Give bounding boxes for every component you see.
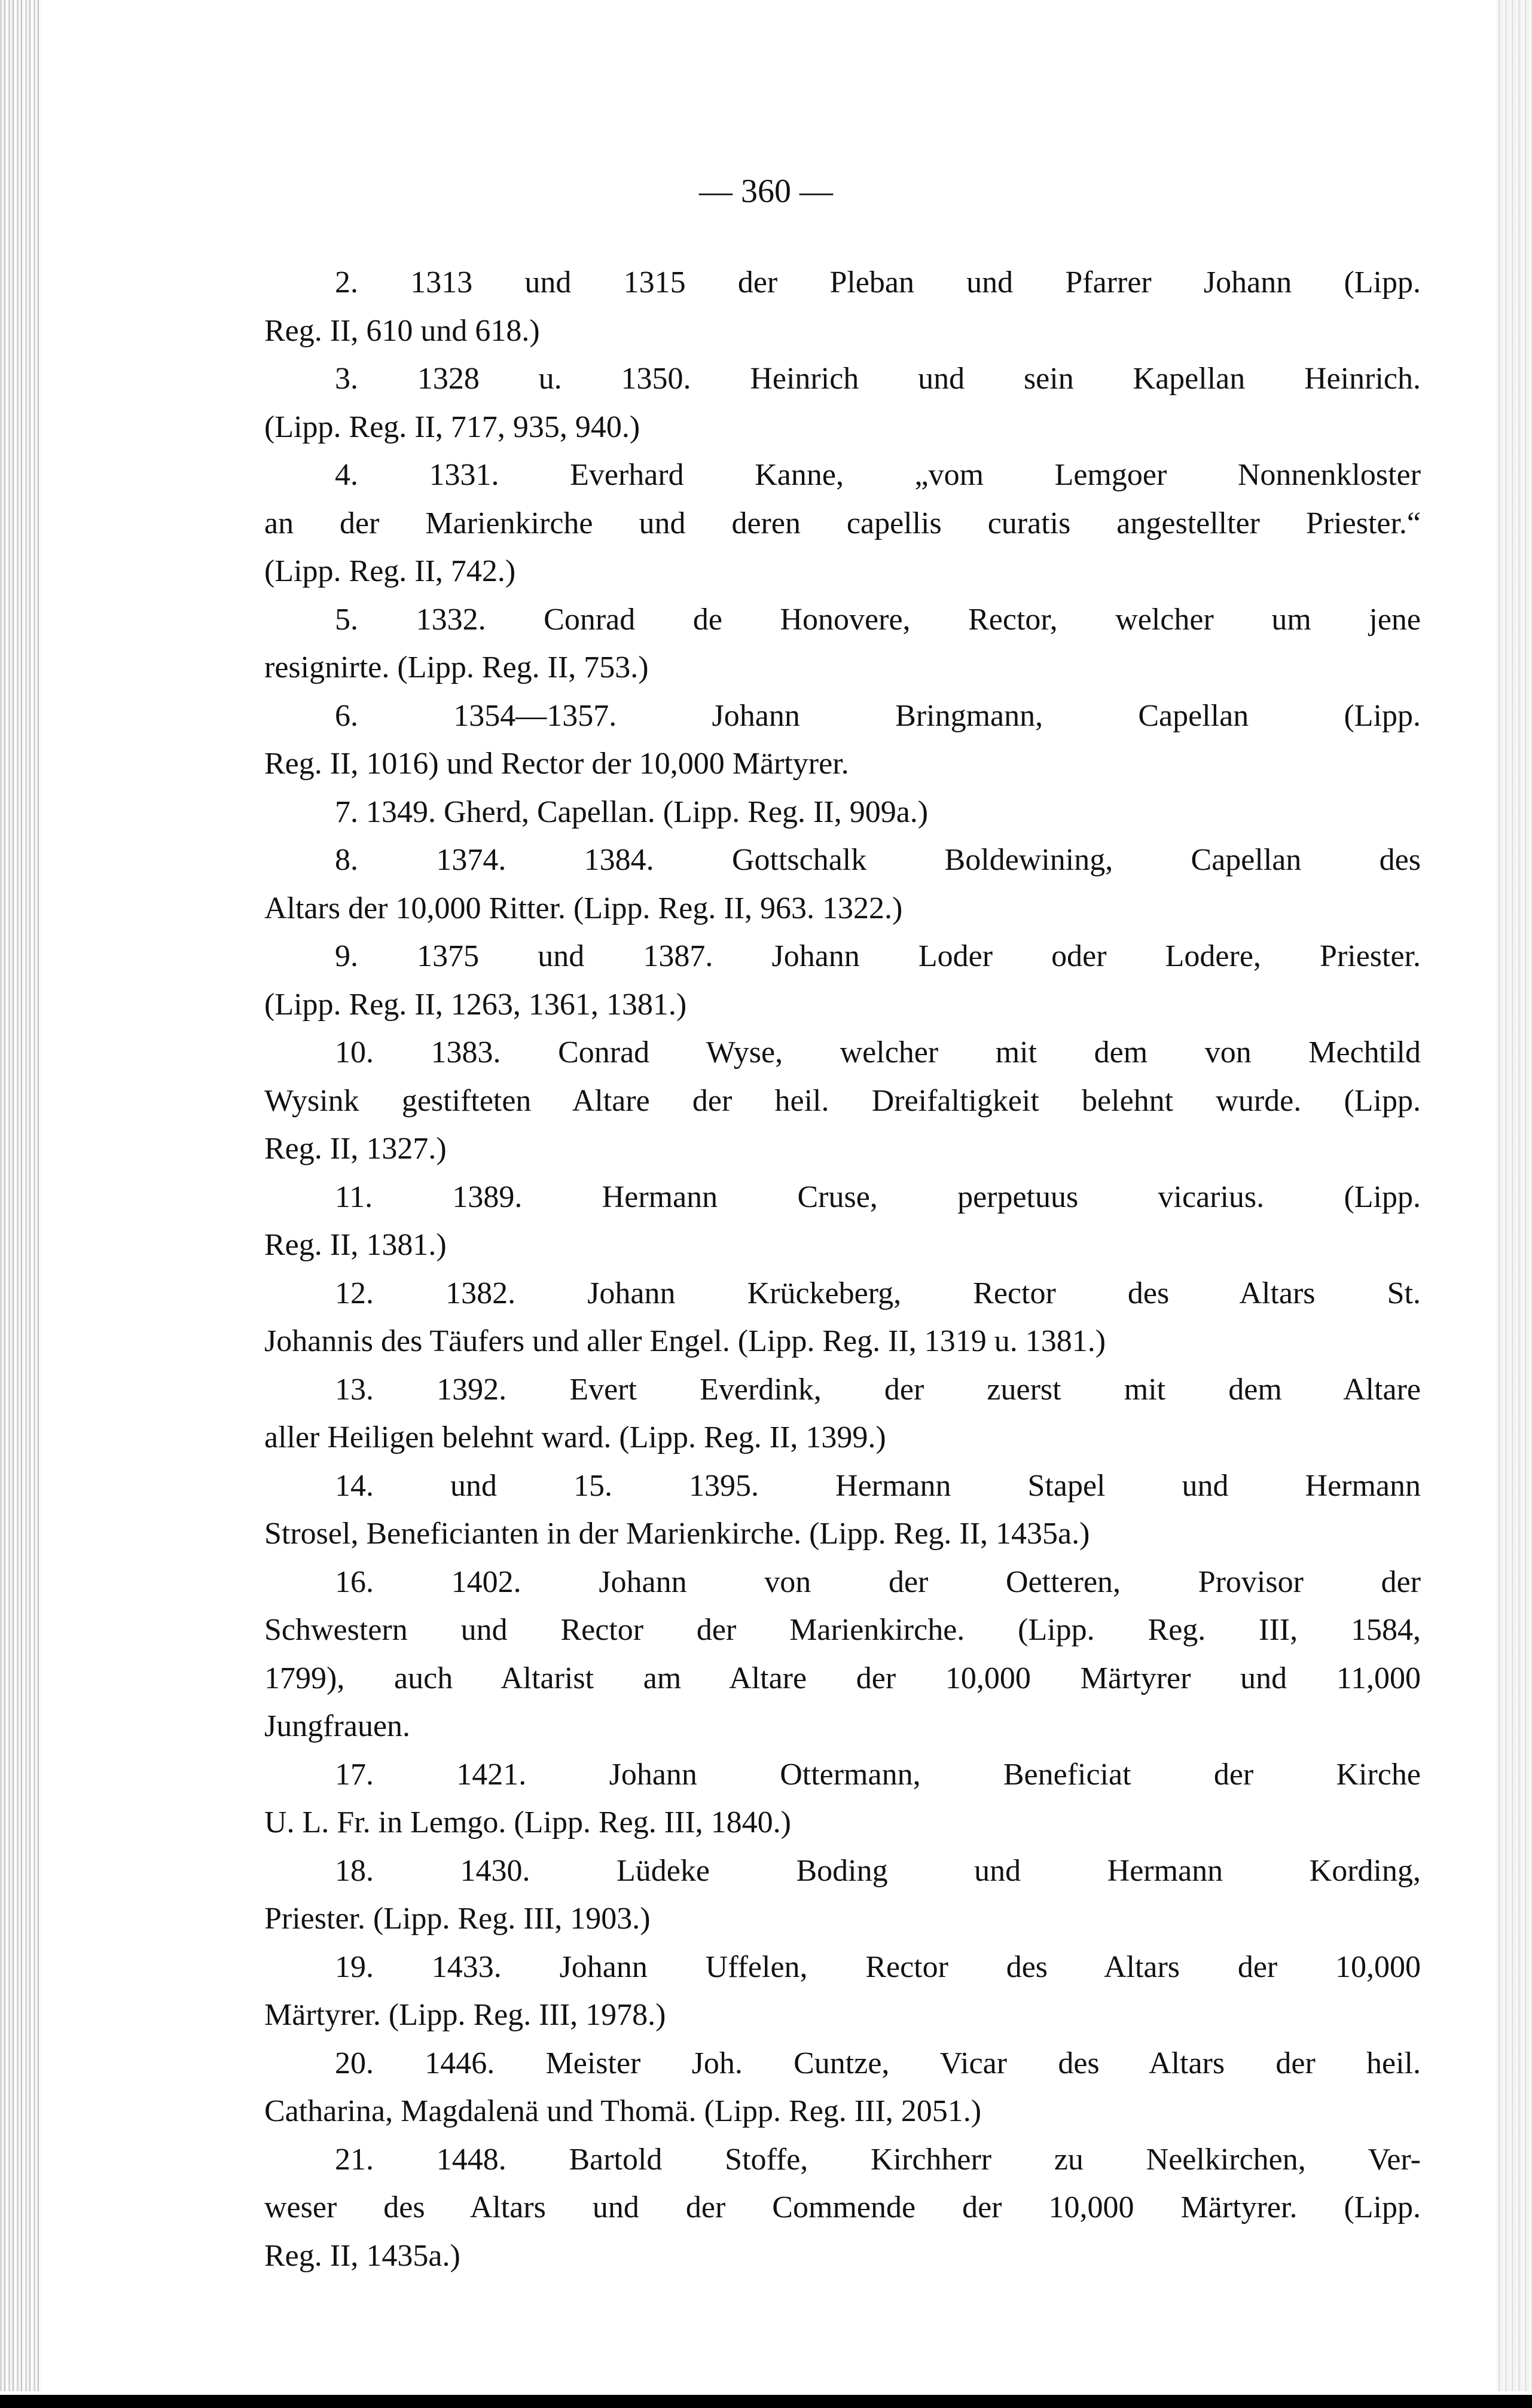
entry-paragraph xyxy=(264,355,1421,451)
entry-paragraph xyxy=(264,1847,1421,1943)
text-line: 10. 1383. Conrad Wyse, welcher mit dem von Mechtild xyxy=(335,1035,1421,1069)
entry-paragraph xyxy=(264,692,1421,789)
text-line: 8. 1374. 1384. Gottschalk Boldewining, Capellan des xyxy=(335,843,1421,877)
text-line: Catharina, Magdalenä und Thomä. (Lipp. Reg. III, 2051.) xyxy=(264,2094,982,2128)
entry-paragraph xyxy=(264,2136,1421,2281)
text-line: Altars der 10,000 Ritter. (Lipp. Reg. II, 963. 1322.) xyxy=(264,891,903,925)
text-line: Reg. II, 1435a.) xyxy=(264,2238,460,2273)
entry-paragraph xyxy=(264,259,1421,355)
text-line: 12. 1382. Johann Krückeberg, Rector des Altars St. xyxy=(335,1276,1421,1310)
text-line: Reg. II, 1327.) xyxy=(264,1132,447,1166)
text-line: U. L. Fr. in Lemgo. (Lipp. Reg. III, 1840.) xyxy=(264,1805,791,1839)
page-number: — 360 — xyxy=(699,173,833,210)
text-line: 17. 1421. Johann Ottermann, Beneficiat der Kirche xyxy=(335,1757,1421,1792)
text-line: Strosel, Beneficianten in der Marienkirche. (Lipp. Reg. II, 1435a.) xyxy=(264,1517,1090,1551)
text-line: 9. 1375 und 1387. Johann Loder oder Lodere, Priester. xyxy=(335,939,1421,973)
text-line: 13. 1392. Evert Everdink, der zuerst mit dem Altare xyxy=(335,1372,1421,1407)
text-line: (Lipp. Reg. II, 1263, 1361, 1381.) xyxy=(264,987,687,1022)
text-line: Märtyrer. (Lipp. Reg. III, 1978.) xyxy=(264,1998,666,2032)
text-line: 14. und 15. 1395. Hermann Stapel und Hermann xyxy=(335,1468,1421,1503)
entry-paragraph xyxy=(264,1559,1421,1751)
text-line: Reg. II, 610 und 618.) xyxy=(264,313,540,348)
text-line: 21. 1448. Bartold Stoffe, Kirchherr zu Neelkirchen, Ver- xyxy=(335,2142,1421,2177)
text-line: 20. 1446. Meister Joh. Cuntze, Vicar des Altars der heil. xyxy=(335,2046,1421,2080)
entry-paragraph xyxy=(264,1943,1421,2040)
text-line: 3. 1328 u. 1350. Heinrich und sein Kapellan Heinrich. xyxy=(335,362,1421,396)
text-line: Priester. (Lipp. Reg. III, 1903.) xyxy=(264,1902,651,1936)
text-line: weser des Altars und der Commende der 10,000 Märtyrer. (Lipp. xyxy=(264,2190,1421,2224)
entry-paragraph xyxy=(264,933,1421,1029)
page-body xyxy=(264,259,1421,2280)
text-line: Reg. II, 1381.) xyxy=(264,1228,447,1262)
text-line: (Lipp. Reg. II, 717, 935, 940.) xyxy=(264,410,640,444)
entry-paragraph xyxy=(264,789,1421,837)
text-line: Johannis des Täufers und aller Engel. (Lipp. Reg. II, 1319 u. 1381.) xyxy=(264,1324,1106,1358)
text-line: 4. 1331. Everhard Kanne, „vom Lemgoer Nonnenkloster xyxy=(335,458,1421,492)
text-line: 7. 1349. Gherd, Capellan. (Lipp. Reg. II, 909a.) xyxy=(335,794,929,829)
entry-paragraph xyxy=(264,1174,1421,1270)
scan-edge-right xyxy=(1496,0,1532,2391)
text-line: aller Heiligen belehnt ward. (Lipp. Reg. II, 1399.) xyxy=(264,1420,886,1454)
entry-paragraph xyxy=(264,1462,1421,1559)
entry-paragraph xyxy=(264,2040,1421,2136)
entry-paragraph xyxy=(264,836,1421,933)
text-line: an der Marienkirche und deren capellis curatis angestellter Priester.“ xyxy=(264,506,1421,540)
text-line: 11. 1389. Hermann Cruse, perpetuus vicarius. (Lipp. xyxy=(335,1179,1421,1214)
text-line: 2. 1313 und 1315 der Pleban und Pfarrer Johann (Lipp. xyxy=(335,265,1421,300)
text-line: 19. 1433. Johann Uffelen, Rector des Altars der 10,000 xyxy=(335,1949,1421,1984)
text-line: 5. 1332. Conrad de Honovere, Rector, welcher um jene xyxy=(335,602,1421,637)
text-line: 1799), auch Altarist am Altare der 10,000 Märtyrer und 11,000 xyxy=(264,1661,1421,1695)
text-line: Reg. II, 1016) und Rector der 10,000 Märtyrer. xyxy=(264,747,849,781)
entry-paragraph xyxy=(264,1270,1421,1366)
text-line: (Lipp. Reg. II, 742.) xyxy=(264,554,516,588)
text-line: Wysink gestifteten Altare der heil. Dreifaltigkeit belehnt wurde. (Lipp. xyxy=(264,1083,1421,1118)
text-line: 6. 1354—1357. Johann Bringmann, Capellan (Lipp. xyxy=(335,698,1421,733)
text-line: resignirte. (Lipp. Reg. II, 753.) xyxy=(264,650,649,684)
entry-paragraph xyxy=(264,451,1421,596)
text-line: Schwestern und Rector der Marienkirche. (Lipp. Reg. III, 1584, xyxy=(264,1613,1421,1647)
text-line: 16. 1402. Johann von der Oetteren, Provisor der xyxy=(335,1564,1421,1599)
text-line: Jungfrauen. xyxy=(264,1709,411,1743)
scan-edge-left xyxy=(0,0,42,2391)
entry-paragraph xyxy=(264,1029,1421,1174)
scan-bottom-border xyxy=(0,2395,1532,2408)
entry-paragraph xyxy=(264,1366,1421,1462)
entry-paragraph xyxy=(264,596,1421,692)
text-line: 18. 1430. Lüdeke Boding und Hermann Kording, xyxy=(335,1853,1421,1888)
entry-paragraph xyxy=(264,1751,1421,1847)
